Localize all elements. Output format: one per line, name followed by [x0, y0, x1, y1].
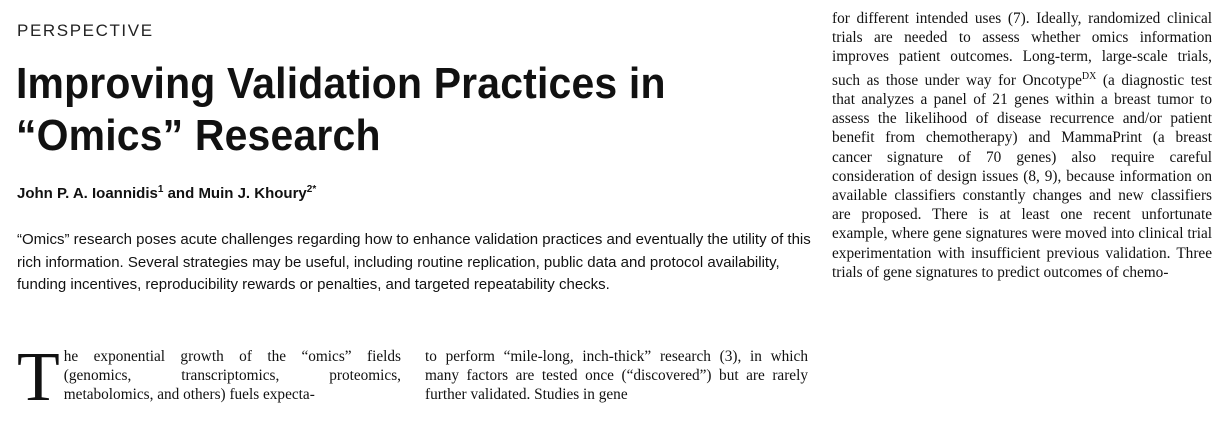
- body-text-part: (a diagnostic test that analyzes a panel of 21 genes within a breast tumor to assess the likelihood of disease recurrence and/or patient benefit from chemotherapy) and MammaPrint (a breast cancer signature of 70 genes) also require careful consideration of design issues (8, 9), because information on available classifiers constantly changes and new classifiers are proposed. There is at least one recent unfortunate example, where gene signatures were moved into clinical trial experimentation with insufficient previous validation. Three trials of gene signatures to predict outcomes of chemo-: [832, 71, 1212, 281]
- article-title: Improving Validation Practices in “Omics” Research: [16, 59, 666, 160]
- body-text: [832, 9, 1212, 282]
- body-column-right: [832, 9, 1212, 282]
- author-name: John P. A. Ioannidis: [17, 185, 158, 202]
- author-name: Muin J. Khoury: [198, 185, 307, 202]
- superscript: DX: [1081, 70, 1097, 82]
- body-text: to perform “mile-long, inch-thick” research (3), in which many factors are tested once (“discovered”) but are rarely further validated. Studies in gene: [425, 348, 808, 404]
- affiliation-mark: 2*: [306, 184, 317, 195]
- body-column-left: [17, 339, 401, 416]
- abstract: “Omics” research poses acute challenges regarding how to enhance validation practices and eventually the utility of this rich information. Several strategies may be useful, including routine replication, public data and protocol availability, funding incentives, reproducibility rewards or penalties, and targeted repeatability checks.: [17, 231, 811, 293]
- affiliation-mark: 1: [157, 184, 164, 195]
- author-joiner: and: [163, 185, 199, 202]
- drop-cap: T: [17, 339, 60, 416]
- author-line: [17, 184, 316, 202]
- body-text: he exponential growth of the “omics” fields (genomics, transcriptomics, proteomics, metabolomics, and others) fuels expecta-: [63, 348, 401, 404]
- body-column-middle: [425, 347, 808, 405]
- body-text-part: for different intended uses (7). Ideally, randomized clinical trials are needed to assess whether omics information improves patient outcomes. Long-term, large-scale trials, such as those under way for Oncotype: [832, 10, 1212, 89]
- section-label: PERSPECTIVE: [17, 21, 154, 40]
